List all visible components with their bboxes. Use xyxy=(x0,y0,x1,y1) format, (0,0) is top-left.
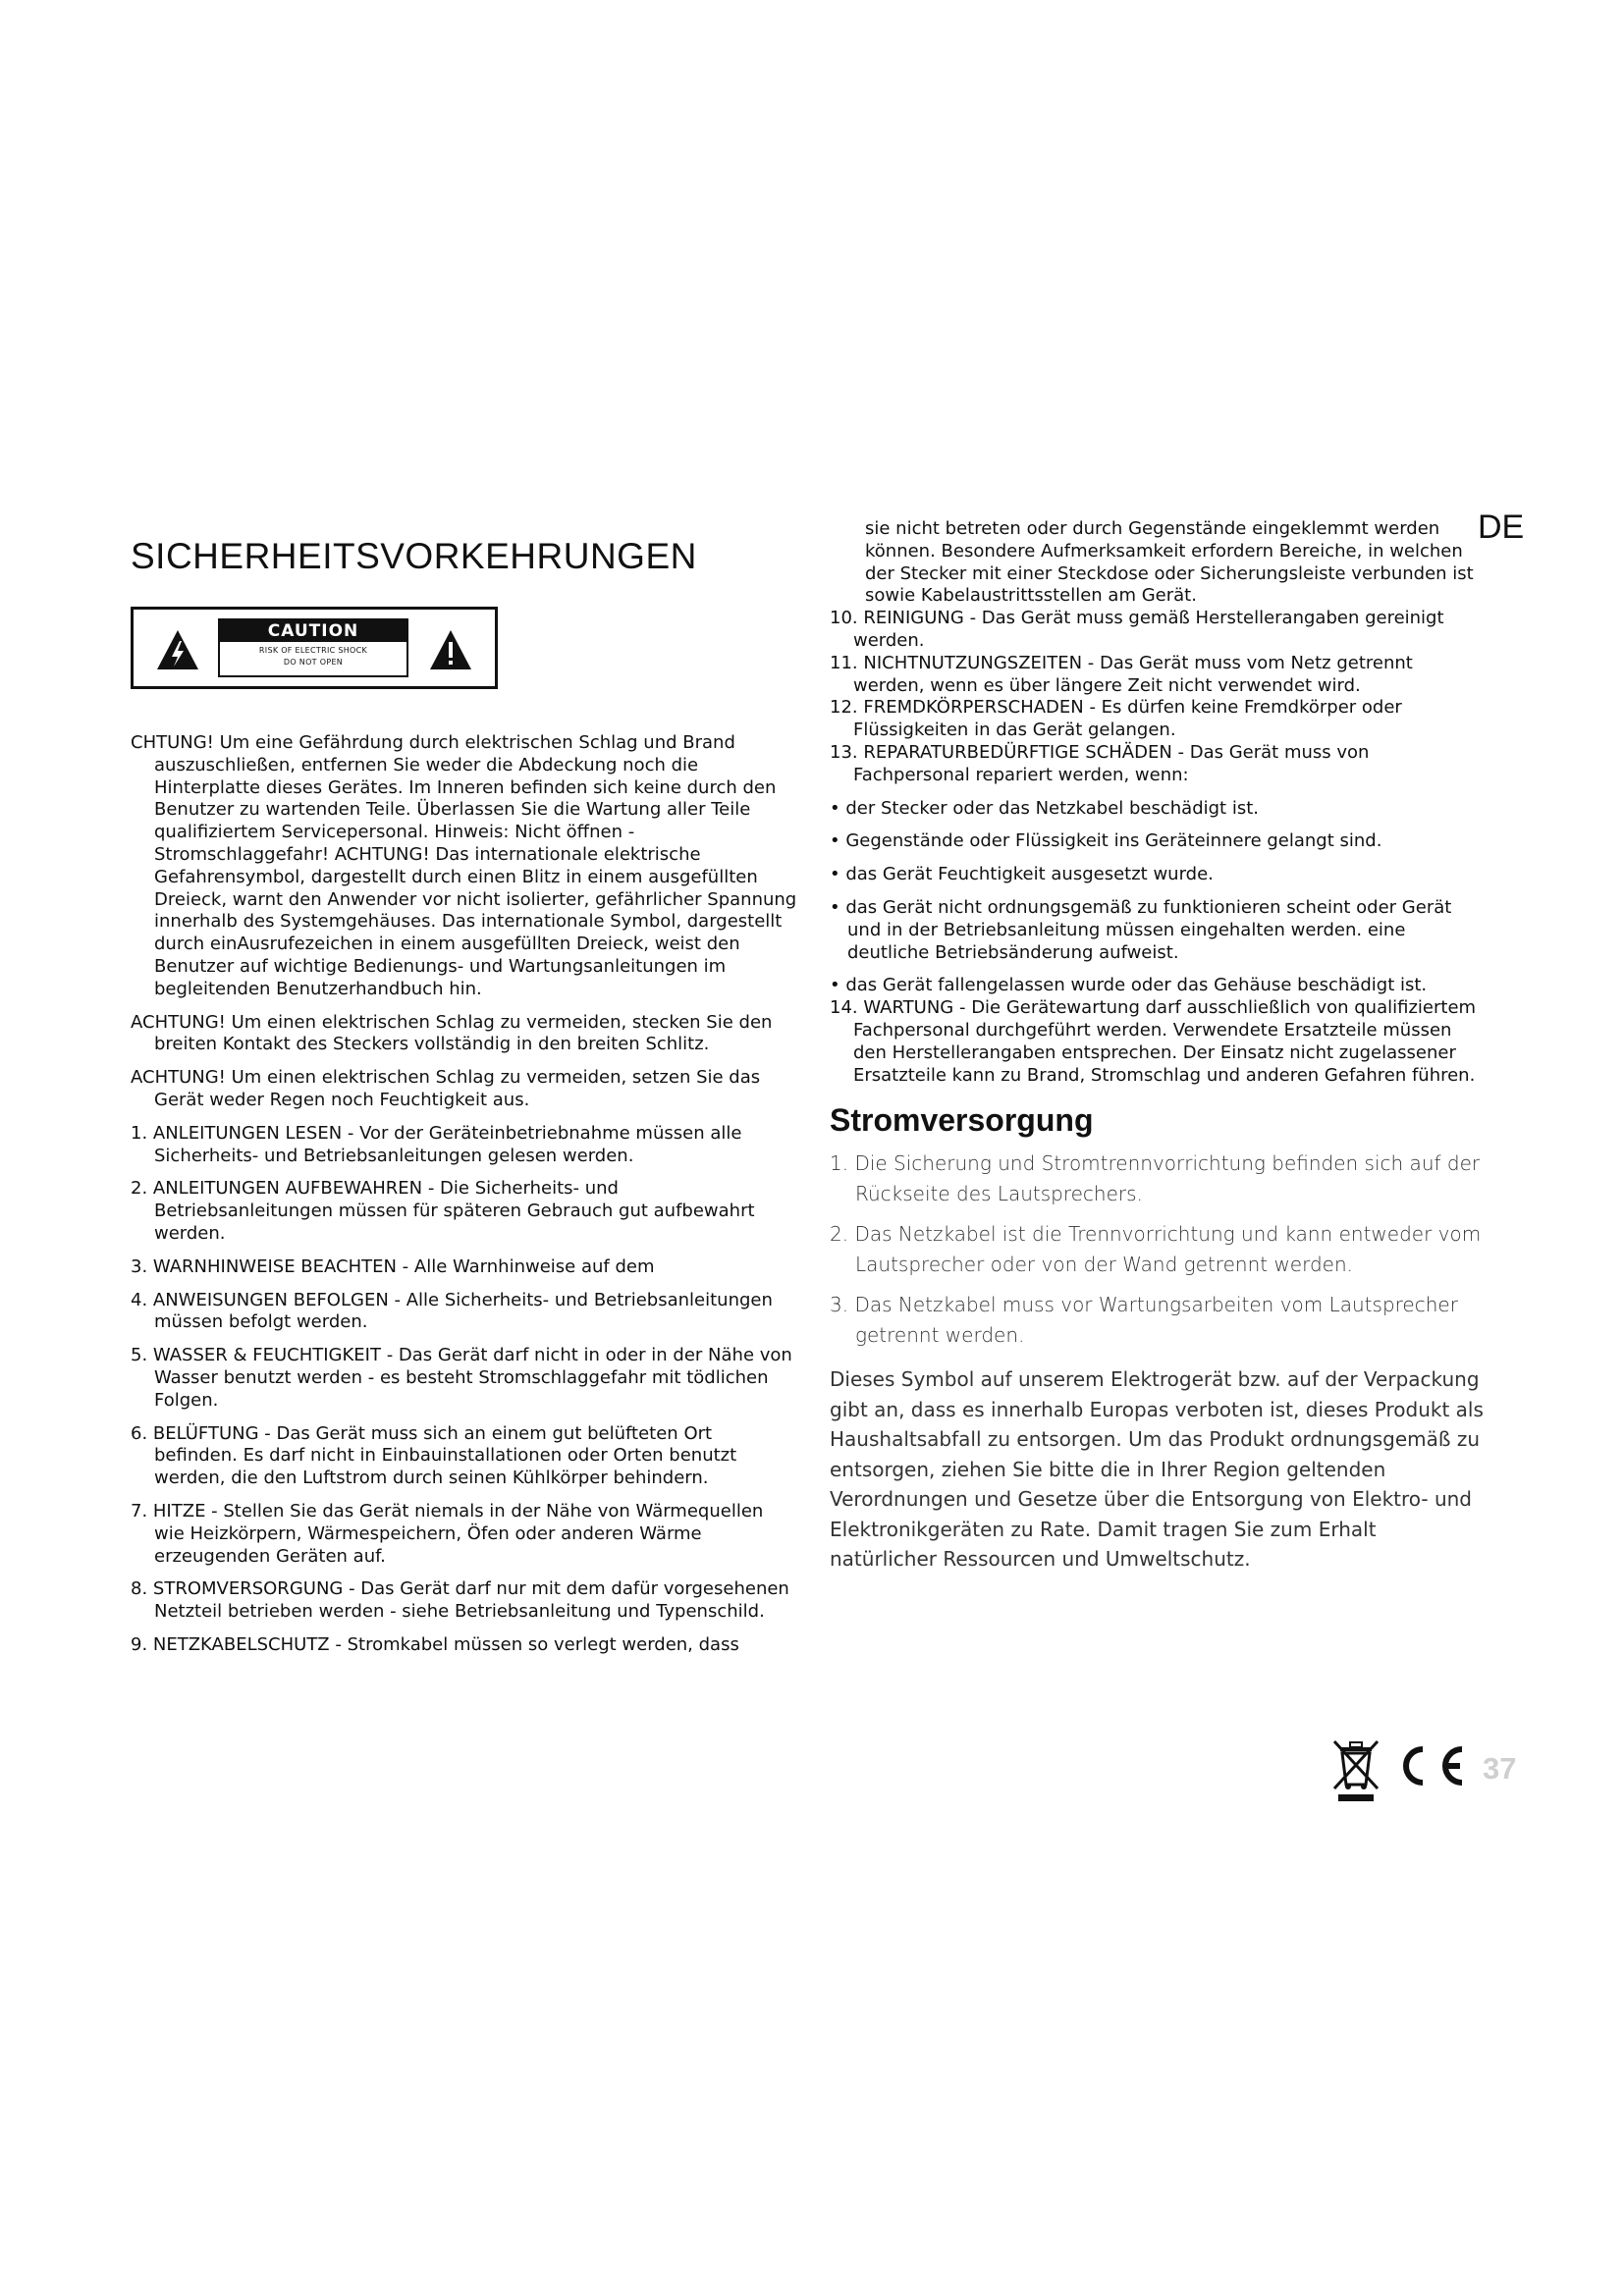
list-item: 11. NICHTNUTZUNGSZEITEN - Das Gerät muss vom Netz getrennt werden, wenn es über längere Zeit nicht verwendet wird. xyxy=(830,652,1413,696)
page-title: SICHERHEITSVORKEHRUNGEN xyxy=(131,536,697,576)
left-column xyxy=(131,510,798,1657)
bullet-item: • der Stecker oder das Netzkabel beschädigt ist. xyxy=(830,797,1259,819)
power-list-item: 1. Die Sicherung und Stromtrennvorrichtung befinden sich auf der Rückseite des Lautsprechers. xyxy=(830,1151,1481,1206)
warning-paragraph-2: ACHTUNG! Um einen elektrischen Schlag zu vermeiden, setzen Sie das Gerät weder Regen noch Feuchtigkeit aus. xyxy=(131,1067,761,1110)
power-list-item: 3. Das Netzkabel muss vor Wartungsarbeiten vom Lautsprecher getrennt werden. xyxy=(830,1293,1458,1348)
warning-paragraph-1: ACHTUNG! Um einen elektrischen Schlag zu vermeiden, stecken Sie den breiten Kontakt des Steckers vollständig in den breiten Schlitz. xyxy=(131,1011,773,1055)
disposal-paragraph: Dieses Symbol auf unserem Elektrogerät bzw. auf der Verpackung gibt an, dass es innerhalb Europas verboten ist, dieses Produkt als Haushaltsabfall zu entsorgen. Um das Produkt ordnungsgemäß zu entsorgen, ziehen Sie bitte die in Ihrer Region geltenden Verordnungen und Gesetze über die Entsorgung von Elektro- und Elektronikgeräten zu Rate. Damit tragen Sie zum Erhalt natürlicher Ressourcen und Umweltschutz. xyxy=(830,1367,1484,1572)
list-item: 2. ANLEITUNGEN AUFBEWAHREN - Die Sicherheits- und Betriebsanleitungen müssen für späteren Gebrauch gut aufbewahrt werden. xyxy=(131,1178,755,1244)
exclamation-warning-icon xyxy=(428,627,473,672)
intro-paragraph: CHTUNG! Um eine Gefährdung durch elektrischen Schlag und Brand auszuschließen, entfernen Sie weder die Abdeckung noch die Hinterplatte dieses Gerätes. Im Inneren befinden sich keine durch den Benutzer zu wartenden Teile. Überlassen Sie die Wartung aller Teile qualifiziertem Servicepersonal. Hinweis: Nicht öffnen - Stromschlaggefahr! ACHTUNG! Das internationale elektrische Gefahrensymbol, dargestellt durch einen Blitz in einem ausgefüllten Dreieck, warnt den Anwender vor nicht isolierter, gefährlicher Spannung innerhalb des Systemgehäuses. Das internationale Symbol, dargestellt durch einAusrufezeichen in einem ausgefüllten Dreieck, weist den Benutzer auf wichtige Bedienungs- und Wartungsanleitungen im begleitenden Benutzerhandbuch hin. xyxy=(131,732,797,999)
language-tag: DE xyxy=(1478,508,1525,546)
bullet-item: • das Gerät Feuchtigkeit ausgesetzt wurde. xyxy=(830,864,1214,885)
list-item: 8. STROMVERSORGUNG - Das Gerät darf nur mit dem dafür vorgesehenen Netzteil betrieben werden - siehe Betriebsanleitung und Typenschild. xyxy=(131,1578,789,1623)
caution-label xyxy=(131,607,498,689)
caution-heading: CAUTION xyxy=(220,620,406,642)
caution-line-2: DO NOT OPEN xyxy=(283,658,344,667)
ce-mark-icon xyxy=(1389,1743,1470,1789)
list-item: 9. NETZKABELSCHUTZ - Stromkabel müssen so verlegt werden, dass xyxy=(131,1633,739,1655)
continued-paragraph: sie nicht betreten oder durch Gegenstände eingeklemmt werden können. Besondere Aufmerksamkeit erfordern Bereiche, in welchen der Stecker mit einer Steckdose oder Sicherungsleiste verbunden ist sowie Kabelaustrittsstellen am Gerät. xyxy=(865,518,1474,607)
list-item: 7. HITZE - Stellen Sie das Gerät niemals in der Nähe von Wärmequellen wie Heizkörpern, Wärmespeichern, Öfen oder anderen Wärme erzeugenden Geräten auf. xyxy=(131,1500,764,1567)
caution-line-1: RISK OF ELECTRIC SHOCK xyxy=(258,646,368,655)
right-column xyxy=(830,518,1488,1575)
bullet-item: • Gegenstände oder Flüssigkeit ins Geräteinnere gelangt sind. xyxy=(830,830,1382,852)
list-item: 1. ANLEITUNGEN LESEN - Vor der Geräteinbetriebnahme müssen alle Sicherheits- und Betriebsanleitungen gelesen werden. xyxy=(131,1122,742,1166)
weee-crossed-bin-icon xyxy=(1330,1737,1381,1802)
list-item: 6. BELÜFTUNG - Das Gerät muss sich an einem gut belüfteten Ort befinden. Es darf nicht in Einbauinstallationen oder Orten benutzt werden, die den Luftstrom durch seinen Kühlkörper behindern. xyxy=(131,1422,737,1489)
list-item: 5. WASSER & FEUCHTIGKEIT - Das Gerät darf nicht in oder in der Nähe von Wasser benutzt werden - es besteht Stromschlaggefahr mit tödlichen Folgen. xyxy=(131,1345,792,1411)
caution-text-block xyxy=(218,618,408,677)
power-list-item: 2. Das Netzkabel ist die Trennvorrichtung und kann entweder vom Lautsprecher oder von der Wand getrennt werden. xyxy=(830,1222,1482,1277)
section-title: Stromversorgung xyxy=(830,1102,1094,1139)
list-item: 12. FREMDKÖRPERSCHADEN - Es dürfen keine Fremdkörper oder Flüssigkeiten in das Gerät gelangen. xyxy=(830,697,1402,741)
list-item: 13. REPARATURBEDÜRFTIGE SCHÄDEN - Das Gerät muss von Fachpersonal repariert werden, wenn: xyxy=(830,741,1370,785)
lightning-warning-icon xyxy=(155,627,200,672)
list-item: 14. WARTUNG - Die Gerätewartung darf ausschließlich von qualifiziertem Fachpersonal durchgeführt werden. Verwendete Ersatzteile müssen den Herstellerangaben entsprechen. Der Einsatz nicht zugelassener Ersatzteile kann zu Brand, Stromschlag und anderen Gefahren führen. xyxy=(830,997,1477,1086)
bullet-item: • das Gerät nicht ordnungsgemäß zu funktionieren scheint oder Gerät und in der Betriebsanleitung müssen eingehalten werden. eine deutliche Betriebsänderung aufweist. xyxy=(830,896,1452,963)
list-item: 4. ANWEISUNGEN BEFOLGEN - Alle Sicherheits- und Betriebsanleitungen müssen befolgt werden. xyxy=(131,1289,773,1333)
list-item: 10. REINIGUNG - Das Gerät muss gemäß Herstellerangaben gereinigt werden. xyxy=(830,608,1444,651)
list-item: 3. WARNHINWEISE BEACHTEN - Alle Warnhinweise auf dem xyxy=(131,1255,655,1277)
bullet-item: • das Gerät fallengelassen wurde oder das Gehäuse beschädigt ist. xyxy=(830,975,1428,996)
page-number: 37 xyxy=(1483,1751,1517,1786)
